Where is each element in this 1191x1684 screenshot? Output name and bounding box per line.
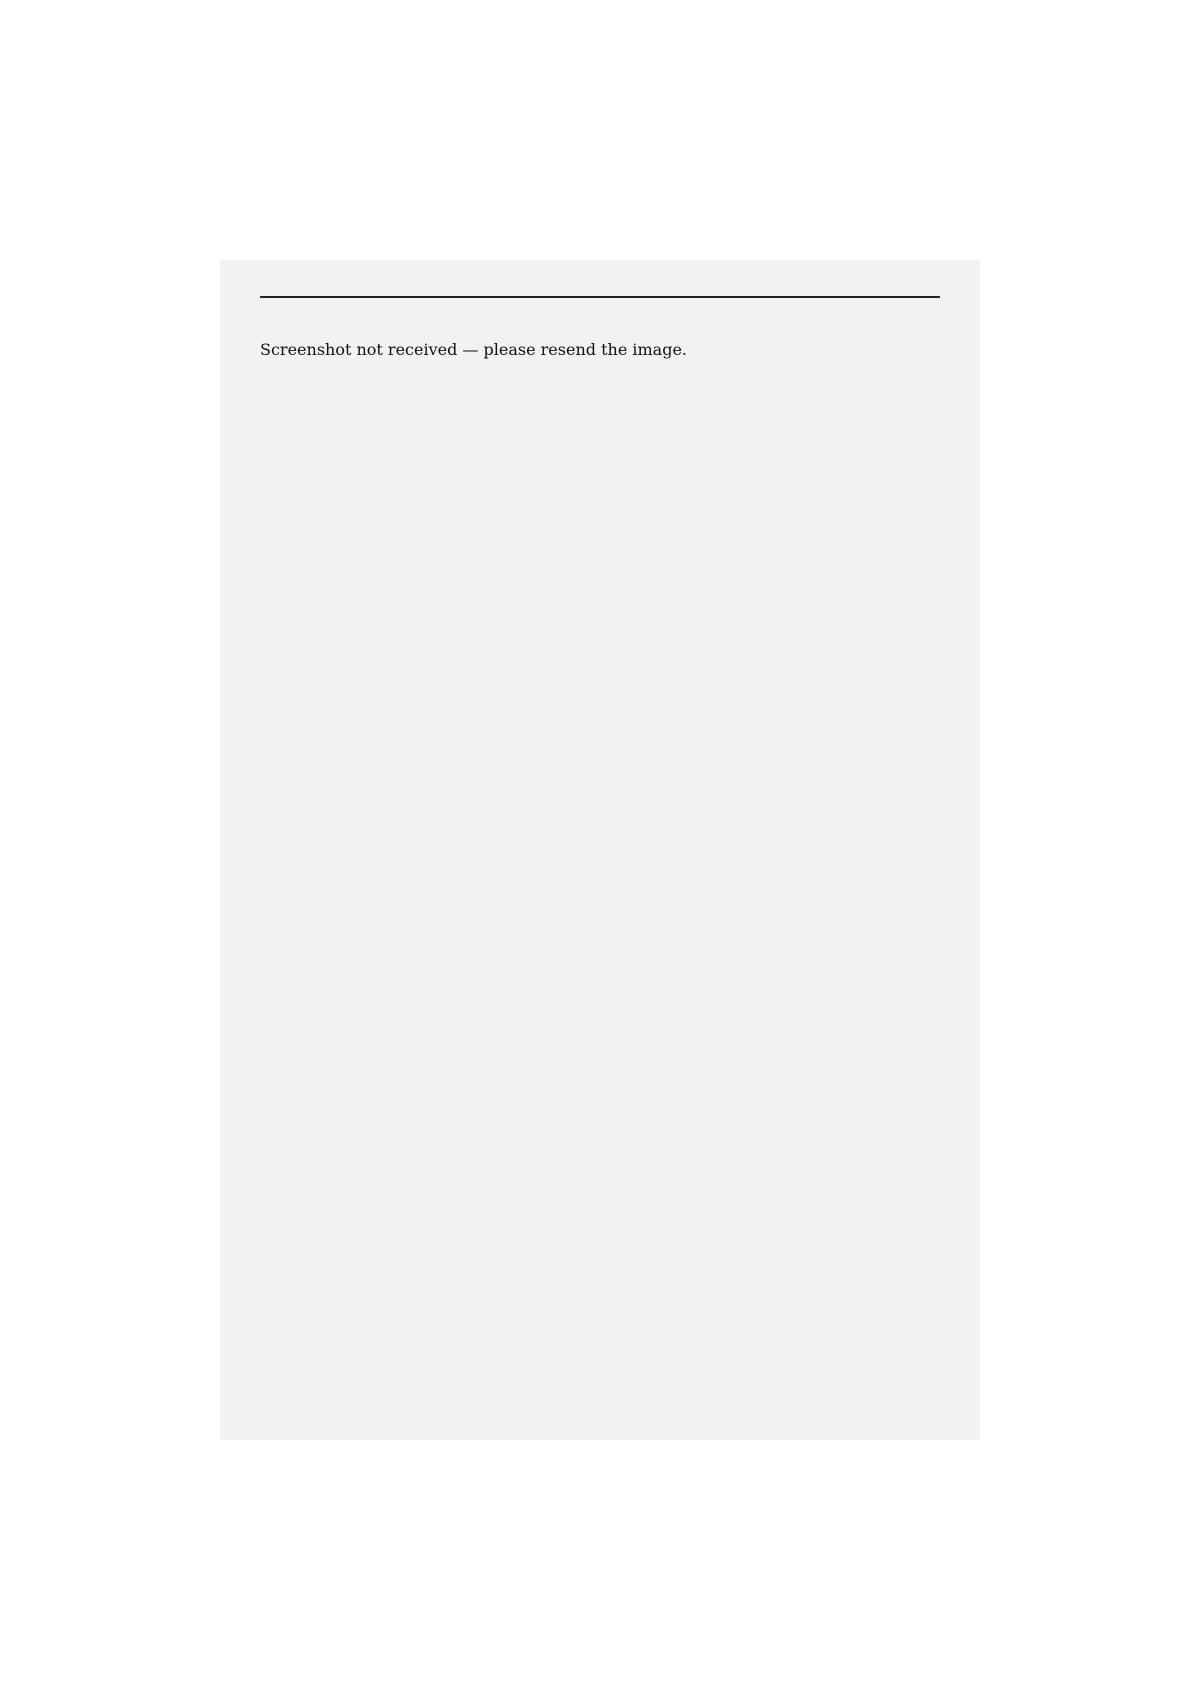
book-page — [220, 260, 980, 1440]
page-header — [260, 290, 940, 298]
placeholder-note: Screenshot not received — please resend the image. — [260, 340, 687, 359]
